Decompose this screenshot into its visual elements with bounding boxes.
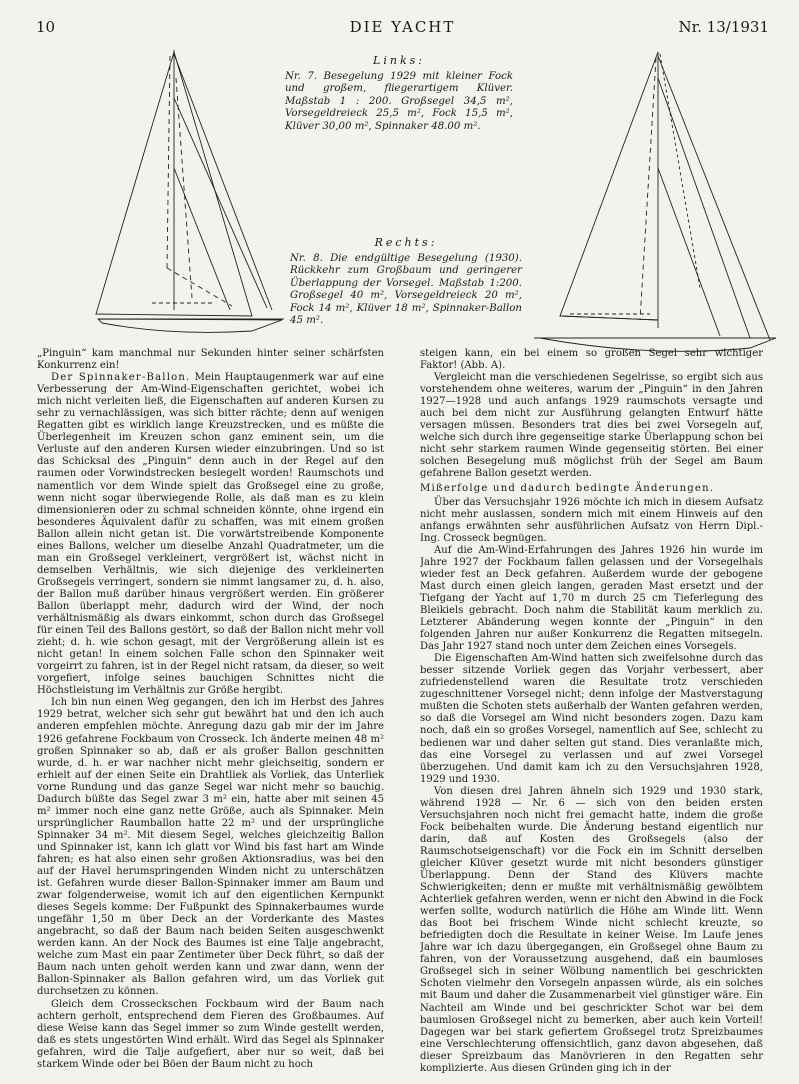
figure-caption-right — [290, 237, 522, 328]
caption-heading-left: Links: — [373, 54, 425, 67]
paragraph: „Pinguin“ kam manchmal nur Sekunden hinter seiner schärfsten Konkurrenz ein! — [37, 348, 384, 372]
section-heading: Mißerfolge und dadurch bedingte Änderungen. — [420, 482, 715, 494]
paragraph: Über das Versuchsjahr 1926 möchte ich mich in diesem Aufsatz nicht mehr auslassen, sondern mich mit einem Hinweis auf den anfangs erwähnten sehr ausführlichen Aufsatz von Herrn Dipl.-Ing. Crosseck begnügen. — [420, 496, 763, 544]
caption-text-right: Nr. 8. Die endgültige Besegelung (1930). Rückkehr zum Großbaum und geringerer Überlappung der Vorsegel. Maßstab 1:200. Großsegel 40 m², Vorsegeldreieck 20 m², Fock 14 m², Klüver 18 m², Spinnaker-Ballon 45 m². — [290, 252, 522, 326]
sail-plan-left-drawing — [92, 48, 292, 343]
paragraph: Von diesen drei Jahren ähneln sich 1929 und 1930 stark, während 1928 — Nr. 6 — sich von den beiden ersten Versuchsjahren noch nicht frei gemacht hatte, indem die große Fock beibehalten wurde. Die Änderung bestand eigentlich nur darin, daß auf Kosten des Großsegels (also der Raumschotseigenschaft) vor die Fock ein im Schnitt derselben gleicher Klüver gesetzt wurde mit nicht besonders günstiger Überlappung. Denn der Stand des Klüvers machte Schwierigkeiten; denn er mußte mit verhältnismäßig gewölbtem Achterliek gefahren werden, wenn er nicht den Abwind in die Fock werfen sollte, wodurch natürlich die Höhe am Winde litt. Wenn das Boot bei frischem Winde nicht schlecht kreuzte, so befriedigten doch die Resultate in keiner Weise. Im Laufe jenes Jahre war ich dazu übergegangen, ein Großsegel ohne Baum zu fahren, von der Voraussetzung ausgehend, daß ein baumloses Großsegel sich in seiner Wölbung namentlich bei geschrickten Schoten vielmehr den Vorsegeln anpassen würde, als ein solches mit Baum und daher die Zusammenarbeit viel günstiger wäre. Ein Nachteil am Winde und bei geschrickter Schot war bei dem baumlosen Großsegel nicht zu bemerken, aber auch kein Vorteil! Dagegen war bei stark gefiertem Großsegel trotz Spreizbaumes eine Verschlechterung offensichtlich, ganz davon abgesehen, daß dieser Spreizbaum das Manövrieren in den Regatten sehr komplizierte. Aus diesen Gründen ging ich in der — [420, 785, 763, 1074]
paragraph: Die Eigenschaften Am-Wind hatten sich zweifelsohne durch das besser sitzende Vorliek gegen das Vorjahr verbessert, aber zufriedenstellend waren die Resultate trotz verschieden zugeschnittener Vorsegel nicht; denn infolge der Mastverstagung mußten die Schoten stets außerhalb der Wanten gefahren werden, so daß die Vorsegel am Wind nicht besonders zogen. Dazu kam noch, daß ein so großes Vorsegel, namentlich auf See, schlecht zu bedienen war und daher selten gut stand. Dies veranlaßte mich, das eine Vorsegel zu verlassen und auf zwei Vorsegel überzugehen. Und damit kam ich zu den Versuchsjahren 1928, 1929 und 1930. — [420, 653, 763, 785]
sail-plan-right-drawing — [530, 48, 780, 368]
issue-number: Nr. 13/1931 — [678, 18, 769, 36]
page-header — [36, 18, 769, 38]
paragraph: Auf die Am-Wind-Erfahrungen des Jahres 1926 hin wurde im Jahre 1927 der Fockbaum fallen gelassen und der Vorsegelhals wieder fest an Deck gefahren. Außerdem wurde der gebogene Mast durch einen gleich langen, geraden Mast ersetzt und der Tiefgang der Yacht auf 1,70 m durch 25 cm Tieferlegung des Bleikiels gebracht. Doch nahm die Stabilität kaum merklich zu. Letzterer Abänderung wegen konnte der „Pinguin“ in den folgenden Jahren nur außer Konkurrenz die Regatten mitsegeln. Das Jahr 1927 stand noch unter dem Zeichen eines Vorsegels. — [420, 544, 763, 653]
left-text-column — [37, 348, 384, 1078]
page-number: 10 — [36, 18, 56, 36]
figure-caption-left — [285, 55, 513, 133]
paragraph: steigen kann, ein bei einem so großen Segel sehr wichtiger Faktor! (Abb. A). — [420, 348, 763, 372]
paragraph: Der Spinnaker-Ballon. Mein Hauptaugenmerk war auf eine Verbesserung der Am-Wind-Eigenschaften gerichtet, wobei ich mich nicht verleiten ließ, die Eigenschaften auf anderen Kursen zu sehr zu vernachlässigen, was sich bitter rächte; denn auf wenigen Regatten gibt es wirklich lange Kreuzstrecken, und es müßte die Überlegenheit im Kreuzen schon ganz eminent sein, um die Verluste auf den anderen Kursen wieder einzubringen. Und so ist das Schicksal des „Pinguin“ denn auch in der Regel auf den raumen oder Vorwindstrecken besiegelt worden! Raumschots und namentlich vor dem Winde spielt das Großsegel eine zu große, wenn nicht sogar überwiegende Rolle, als daß man es zu klein dimensionieren oder zu schmal schneiden könnte, ohne irgend ein besonderes Äquivalent dafür zu schaffen, was mit einem großen Ballon allein nicht getan ist. Die vorwärtstreibende Komponente eines Ballons, welcher um dieselbe Anzahl Quadratmeter, um die man ein Großsegel verkleinert, vergrößert ist, wächst nicht in demselben Verhältnis, wie sich diejenige des verkleinerten Großsegels verringert, sondern sie nimmt langsamer zu, d. h. also, der Ballon muß darüber hinaus vergrößert werden. Ein größerer Ballon überlappt mehr, dadurch wird der Wind, der noch verhältnismäßig als dwars einkommt, schon durch das Großsegel für einen Teil des Ballons gestört, so daß der Ballon nicht mehr voll zieht; d. h. wie schon gesagt, mit der Vergrößerung allein ist es nicht getan! In einem solchen Falle schon den Spinnaker weit vorgeirrt zu fahren, ist in der Regel nicht ratsam, da dieser, so weit vorgefiert, infolge seines bauchigen Schnittes nicht die Höchstleistung im Verhältnis zur Größe hergibt. — [37, 372, 384, 697]
paragraph: Gleich dem Crosseckschen Fockbaum wird der Baum nach achtern gerholt, entsprechend dem Fieren des Großbaumes. Auf diese Weise kann das Segel immer so zum Winde gestellt werden, daß es stets ungestörten Wind erhält. Wird das Segel als Spinnaker gefahren, wird die Talje aufgefiert, aber nur so weit, daß bei starkem Winde oder bei Böen der Baum nicht zu hoch — [37, 998, 384, 1070]
caption-heading-right: Rechts: — [374, 236, 438, 249]
journal-title: DIE YACHT — [349, 18, 456, 36]
section-lead: Der Spinnaker-Ballon. — [51, 372, 191, 384]
paragraph: Vergleicht man die verschiedenen Segelrisse, so ergibt sich aus vorstehendem ohne weiteres, warum der „Pinguin“ in den Jahren 1927—1928 und auch anfangs 1929 raumschots versagte und auch bei dem nicht zur Ausführung gelangten Entwurf hätte versagen müssen. Besonders trat dies bei zwei Vorsegeln auf, welche sich durch ihre gegenseitige starke Überlappung schon bei nicht sehr starkem raumen Winde gegenseitig störten. Bei einer solchen Besegelung muß möglichst früh der Segel am Baum gefahrene Ballon gesetzt werden. — [420, 372, 763, 480]
paragraph: Ich bin nun einen Weg gegangen, den ich im Herbst des Jahres 1929 betrat, welcher sich sehr gut bewährt hat und den ich auch anderen empfehlen möchte. Anregung dazu gab mir der im Jahre 1926 gefahrene Fockbaum von Crosseck. Ich änderte meinen 48 m² großen Spinnaker so ab, daß er als großer Ballon geschnitten wurde, d. h. er war nachher nicht mehr gleichseitig, sondern er erhielt auf der einen Seite ein Drahtliek als Vorliek, das Unterliek vorne Rundung und das ganze Segel war nicht mehr so bauchig. Dadurch büßte das Segel zwar 3 m² ein, hatte aber mit seinen 45 m² immer noch eine ganz nette Größe, auch als Spinnaker. Mein ursprünglicher Raumballon hatte 22 m² und der ursprüngliche Spinnaker 34 m². Mit diesem Segel, welches gleichzeitig Ballon und Spinnaker ist, kann ich glatt vor Wind bis fast hart am Winde fahren; es hat also einen sehr großen Aktionsradius, was bei den auf der Havel herumspringenden Winden nicht zu unterschätzen ist. Gefahren wurde dieser Ballon-Spinnaker immer am Baum und zwar folgenderweise, womit ich auf den eigentlichen Kernpunkt dieses Segels komme: Der Fußpunkt des Spinnakerbaumes wurde ungefähr 1,50 m über Deck an der Vorderkante des Mastes angebracht, so daß der Baum nach beiden Seiten ausgeschwenkt werden kann. An der Nock des Baumes ist eine Talje angebracht, welche zum Mast ein paar Zentimeter über Deck führt, so daß der Baum nach unten geholt werden kann und zwar dann, wenn der Ballon-Spinnaker als Ballon gefahren wird, um das Vorliek gut durchsetzen zu können. — [37, 697, 384, 998]
right-text-column — [420, 348, 763, 1078]
caption-text-left: Nr. 7. Besegelung 1929 mit kleiner Fock und großem, fliegerartigem Klüver. Maßstab 1 : 200. Großsegel 34,5 m², Vorsegeldreieck 25,5 m², Fock 15,5 m², Klüver 30,00 m², Spinnaker 48.00 m². — [285, 70, 513, 132]
